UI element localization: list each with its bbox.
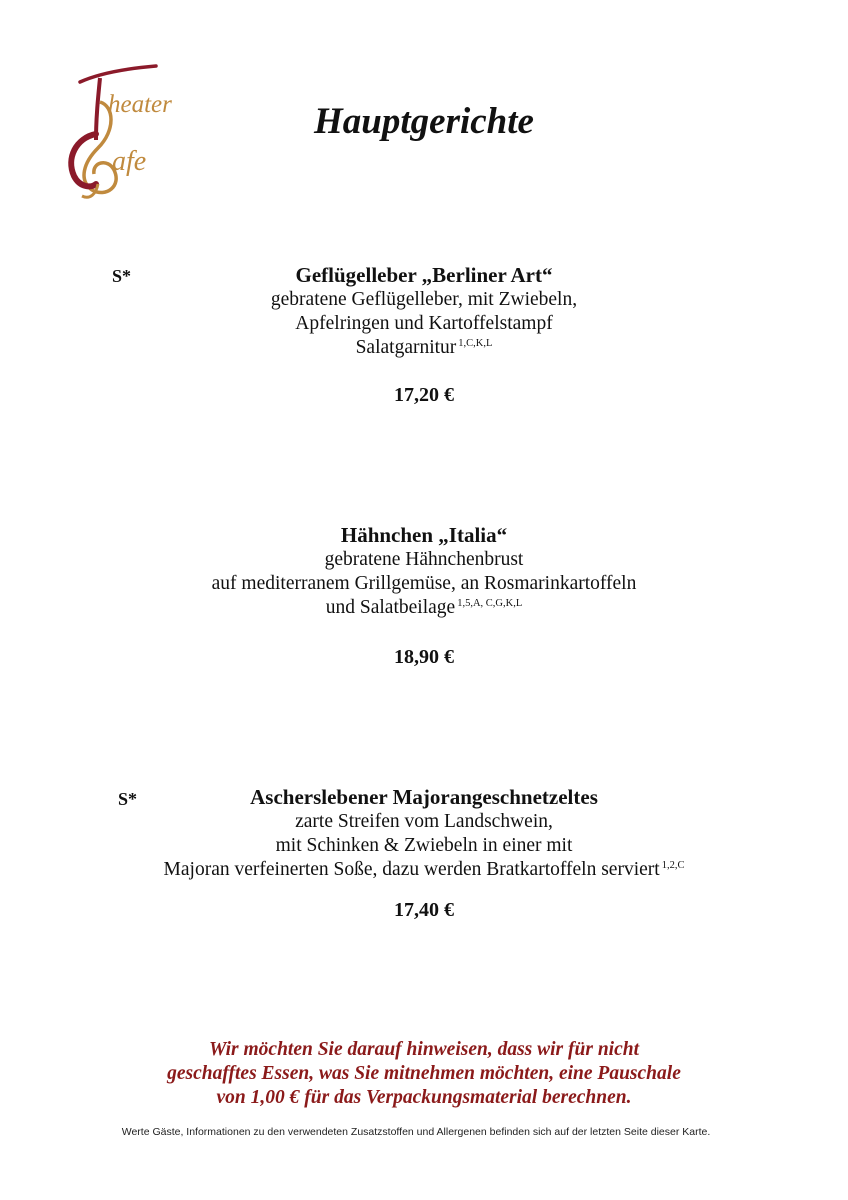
dish-item: [0, 785, 848, 882]
dish-name: Hähnchen „Italia“: [340, 523, 508, 547]
allergen-footnote: Werte Gäste, Informationen zu den verwendeten Zusatzstoffen und Allergenen befinden sich auf der letzten Seite dieser Karte.: [121, 1126, 711, 1138]
dish-description-line: Apfelringen und Kartoffelstampf: [295, 313, 553, 334]
dish-description-line: mit Schinken & Zwiebeln in einer mit: [275, 835, 573, 856]
dish-name: Geflügelleber „Berliner Art“: [295, 263, 553, 287]
dish-price: 17,40 €: [394, 899, 454, 921]
page-title: Hauptgerichte: [314, 101, 534, 142]
dish-description-text: und Salatbeilage: [325, 597, 456, 618]
dish-description-line: gebratene Hähnchenbrust: [324, 549, 524, 570]
notice-line: von 1,00 € für das Verpackungsmaterial berechnen.: [216, 1087, 632, 1108]
notice-line: geschafftes Essen, was Sie mitnehmen möchten, eine Pauschale: [167, 1063, 681, 1084]
dish-price: 17,20 €: [394, 384, 454, 406]
dish-name: Ascherslebener Majorangeschnetzeltes: [250, 785, 598, 809]
dish-description-line: zarte Streifen vom Landschwein,: [295, 811, 553, 832]
dish-item: [0, 523, 848, 620]
dish-description-line: [0, 858, 848, 882]
allergen-codes: 1,C,K,L: [458, 338, 493, 349]
dish-price: 18,90 €: [394, 646, 454, 668]
dish-description-line: auf mediterranem Grillgemüse, an Rosmarinkartoffeln: [211, 573, 637, 594]
allergen-codes: 1,2,C: [661, 860, 685, 871]
dish-description-line: [0, 596, 848, 620]
dish-mark: S*: [112, 266, 132, 286]
packaging-fee-notice: [0, 1038, 848, 1110]
notice-line: Wir möchten Sie darauf hinweisen, dass wir für nicht: [209, 1039, 639, 1060]
dish-mark: S*: [118, 789, 138, 809]
dish-item: [0, 263, 848, 360]
dish-description-line: [0, 336, 848, 360]
allergen-codes: 1,5,A, C,G,K,L: [457, 598, 523, 609]
dish-description-line: gebratene Geflügelleber, mit Zwiebeln,: [270, 289, 578, 310]
dish-description-text: Salatgarnitur: [355, 337, 457, 358]
logo-word-cafe: afe: [112, 146, 147, 177]
logo-word-theater: heater: [108, 91, 172, 118]
dish-description-text: Majoran verfeinerten Soße, dazu werden Bratkartoffeln serviert: [163, 859, 660, 880]
